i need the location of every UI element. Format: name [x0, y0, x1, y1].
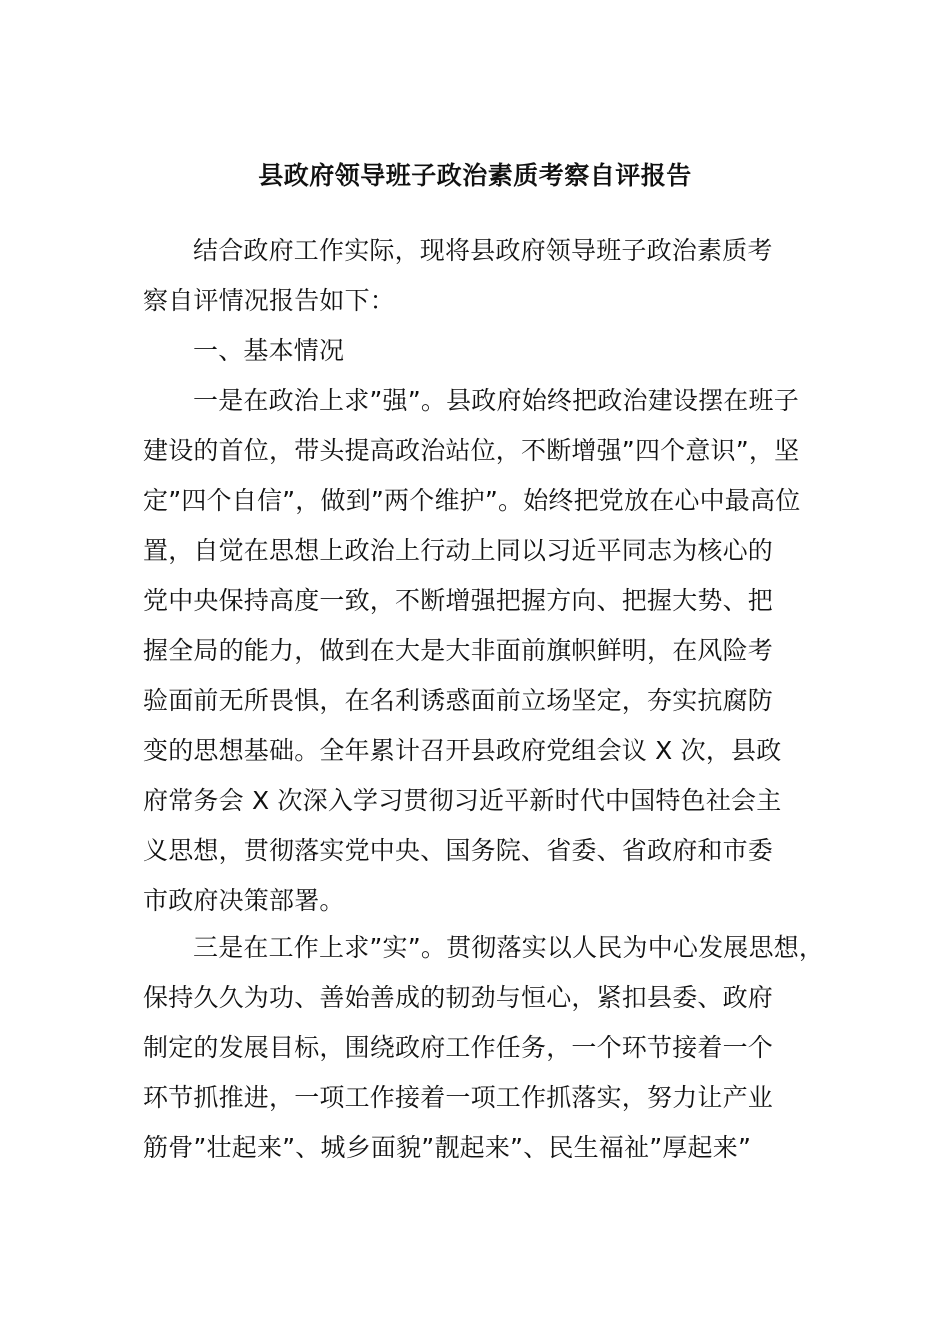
text-line: 一是在政治上求”强”。县政府始终把政治建设摆在班子	[193, 386, 799, 415]
text-line: 验面前无所畏惧，在名利诱惑面前立场坚定，夯实抗腐防	[143, 686, 774, 715]
text-line: 义思想，贯彻落实党中央、国务院、省委、省政府和市委	[143, 836, 774, 865]
section-heading	[143, 326, 843, 376]
text-line: 变的思想基础。全年累计召开县政府党组会议 X 次，县政	[143, 736, 782, 765]
document-title: 县政府领导班子政治素质考察自评报告	[258, 161, 692, 190]
text-line: 市政府决策部署。	[143, 886, 345, 915]
text-line: 环节抓推进，一项工作接着一项工作抓落实，努力让产业	[143, 1083, 774, 1112]
intro-paragraph	[143, 226, 843, 326]
text-line: 筋骨”壮起来”、城乡面貌”靓起来”、民生福祉”厚起来”	[143, 1133, 752, 1162]
paragraph-politics	[143, 376, 843, 926]
text-line: 察自评情况报告如下：	[143, 286, 396, 315]
section-heading-text: 一、基本情况	[193, 336, 345, 365]
paragraph-work	[143, 923, 843, 1173]
text-line: 定”四个自信”，做到”两个维护”。始终把党放在心中最高位	[143, 486, 801, 515]
text-line: 握全局的能力，做到在大是大非面前旗帜鲜明，在风险考	[143, 636, 774, 665]
text-line: 结合政府工作实际，现将县政府领导班子政治素质考	[193, 236, 773, 265]
text-line: 三是在工作上求”实”。贯彻落实以人民为中心发展思想，	[193, 933, 825, 962]
text-line: 保持久久为功、善始善成的韧劲与恒心，紧扣县委、政府	[143, 983, 774, 1012]
text-line: 建设的首位，带头提高政治站位，不断增强”四个意识”，坚	[143, 436, 800, 465]
text-line: 制定的发展目标，围绕政府工作任务，一个环节接着一个	[143, 1033, 774, 1062]
text-line: 置，自觉在思想上政治上行动上同以习近平同志为核心的	[143, 536, 774, 565]
text-line: 党中央保持高度一致，不断增强把握方向、把握大势、把	[143, 586, 774, 615]
text-line: 府常务会 X 次深入学习贯彻习近平新时代中国特色社会主	[143, 786, 782, 815]
